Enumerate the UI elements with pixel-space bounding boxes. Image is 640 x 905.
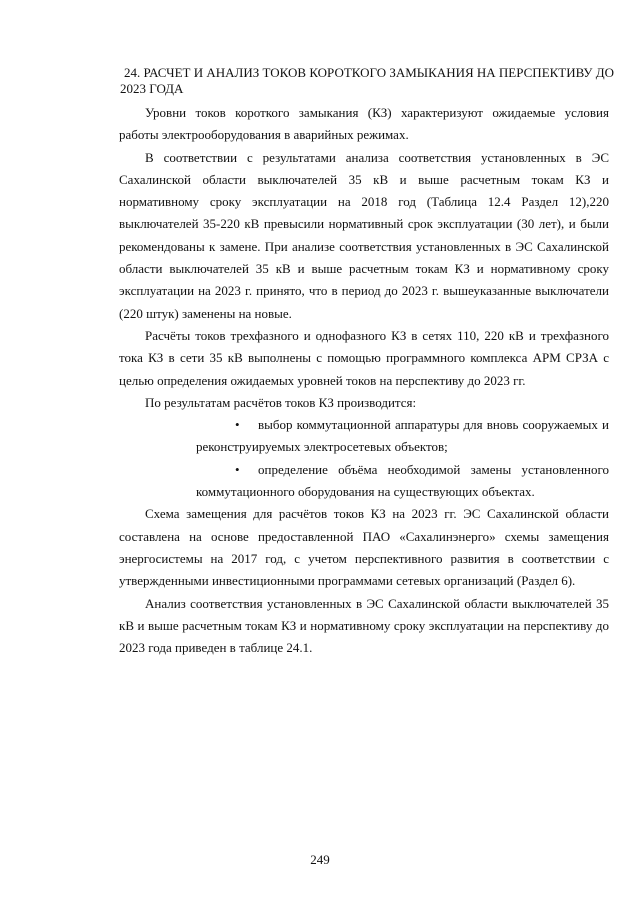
bullet-icon: • (235, 417, 240, 433)
page-number: 249 (310, 852, 330, 867)
section-heading: 24. РАСЧЕТ И АНАЛИЗ ТОКОВ КОРОТКОГО ЗАМЫКАНИЯ НА ПЕРСПЕКТИВУ ДО 2023 ГОДА (120, 65, 614, 96)
list-item (196, 459, 609, 504)
bullet-icon: • (235, 461, 240, 477)
list-item (196, 414, 609, 459)
paragraph: Схема замещения для расчётов токов КЗ на 2023 гг. ЭС Сахалинской области составлена на основе предоставленной ПАО «Сахалинэнерго» схемы замещения энергосистемы на 2017 год, с учетом перспективного развития в соответствии с утвержденными инвестиционными программами сетевых организаций (Раздел 6). (119, 506, 609, 589)
list-item-text: выбор коммутационной аппаратуры для вновь сооружаемых и реконструируемых электросетевых объектов; (196, 417, 609, 455)
paragraph: Анализ соответствия установленных в ЭС Сахалинской области выключателей 35 кВ и выше расчетным токам КЗ и нормативному сроку эксплуатации на перспективу до 2023 года приведен в таблице 24.1. (119, 595, 609, 656)
bullet-list (119, 414, 609, 503)
list-item-text: определение объёма необходимой замены установленного коммутационного оборудования на существующих объектах. (196, 461, 609, 500)
paragraph: В соответствии с результатами анализа соответствия установленных в ЭС Сахалинской области выключателей 35 кВ и выше расчетным токам КЗ и нормативному сроку эксплуатации на 2018 год (Таблица 12.4 Раздел 12),220 выключателей 35-220 кВ превысили нормативный срок эксплуатации (30 лет), и были рекомендованы к замене. При анализе соответствия установленных в ЭС Сахалинской области выключателей 35 кВ и выше расчетным токам КЗ и нормативному сроку эксплуатации на 2023 г. принято, что в период до 2023 г. вышеуказанные выключатели (220 штук) заменены на новые. (119, 149, 609, 321)
paragraph: По результатам расчётов токов КЗ производится: (145, 394, 417, 410)
body-text (119, 102, 609, 659)
paragraph: Уровни токов короткого замыкания (КЗ) характеризуют ожидаемые условия работы электрооборудования в аварийных режимах. (119, 105, 609, 143)
paragraph: Расчёты токов трехфазного и однофазного КЗ в сетях 110, 220 кВ и трехфазного тока КЗ в сети 35 кВ выполнены с помощью программного комплекса АРМ СРЗА с целью определения ожидаемых уровней токов на перспективу до 2023 гг. (119, 327, 609, 388)
